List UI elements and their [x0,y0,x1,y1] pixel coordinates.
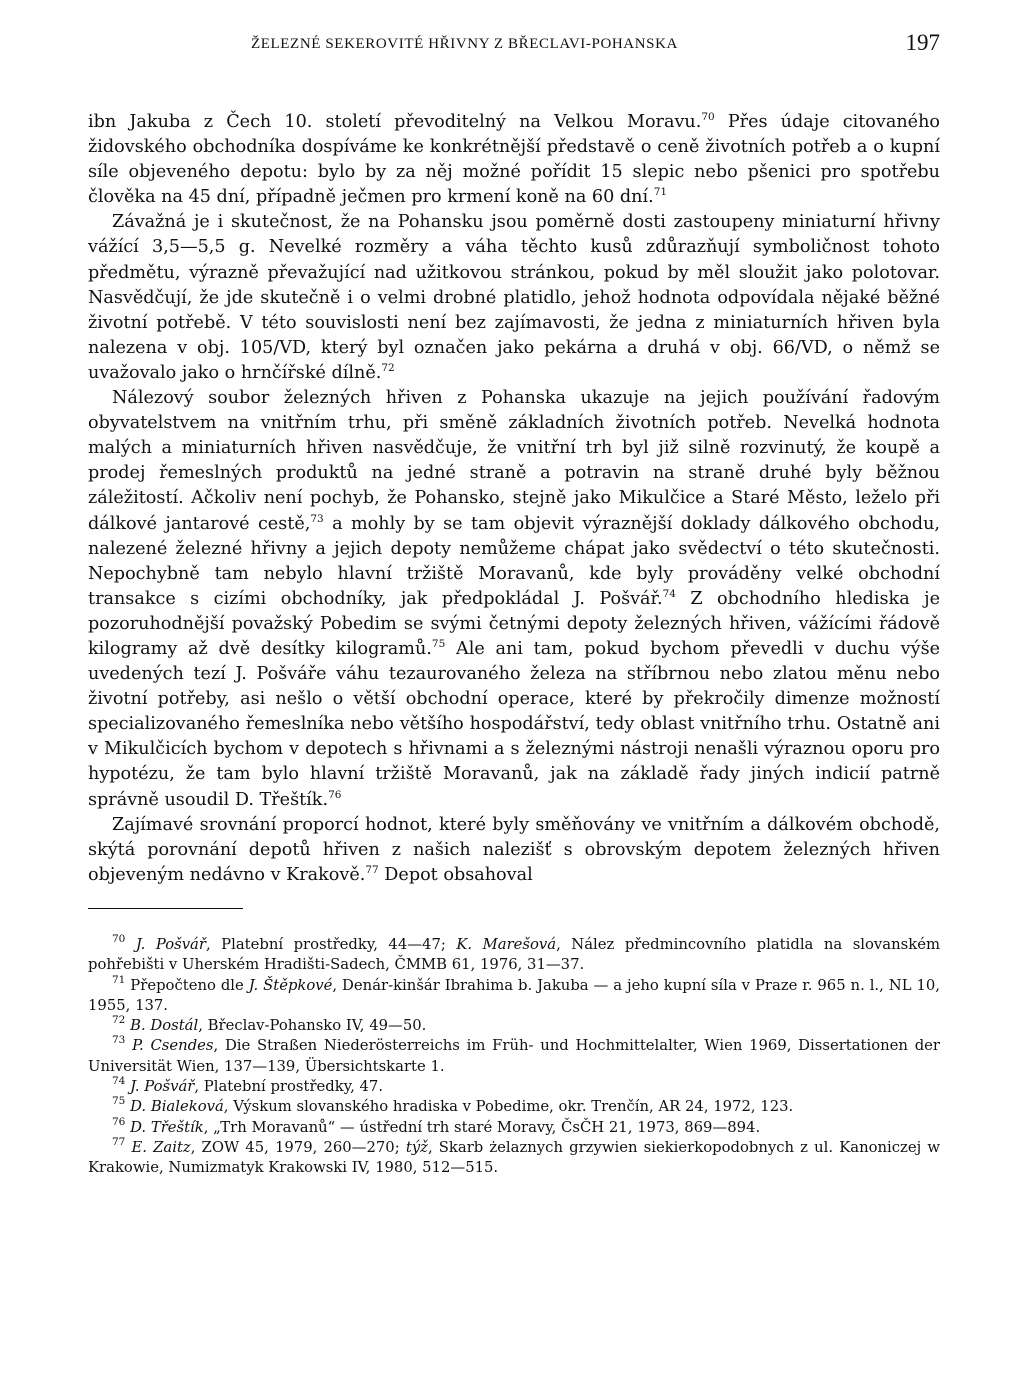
text-segment: Přes údaje citovaného židovského obchodníka dospíváme ke konkrétnější představě o ceně životních potřeb a o kupní síle objeveného depotu: bylo by za něj možné pořídit 15 slepic nebo pšenici pro spotřebu člověka na 45 dní, případně ječmen pro krmení koně na 60 dní. [88,112,940,208]
running-head: ŽELEZNÉ SEKEROVITÉ HŘIVNY Z BŘECLAVI-POHANSKA [251,36,678,52]
text-segment: Závažná je i skutečnost, že na Pohansku jsou poměrně dosti zastoupeny miniaturní hřivny vážící 3,5—5,5 g. Nevelké rozměry a váha těchto kusů zdůrazňují symboličnost tohoto předmětu, výrazně převažující nad užitkovou stránkou, pokud by měl sloužit jako polotovar. Nasvědčují, že jde skutečně i o velmi drobné platidlo, jehož hodnota odpovídala nějaké běžné životní potřebě. V této souvislosti není bez zajímavosti, že jedna z miniaturních hřiven byla nalezena v obj. 105/VD, který byl označen jako pekárna a druhá v obj. 66/VD, o němž se uvažovalo jako o hrnčířské dílně. [88,212,940,383]
footnote-ref: 76 [328,788,342,801]
footnote-ref: 77 [112,1135,126,1148]
paragraph [88,386,940,813]
footnote-ref: 70 [701,111,715,123]
footnote-ref: 72 [112,1014,126,1027]
footnote-ref: 71 [112,973,126,986]
text-segment: , Výskum slovanského hradiska v Pobedime, okr. Trenčín, AR 24, 1972, 123. [223,1098,794,1116]
paragraph [88,813,940,888]
footnote-ref: 75 [431,637,446,650]
text-segment: a mohly by se tam objevit výraznější doklady dálkového obchodu, nalezené železné hřivny a jejich depoty nemůžeme chápat jako svědectví o této skutečnosti. Nepochybně tam nebylo hlavní tržiště Moravanů, kde byly prováděny velké obchodní transakce s cizími obchodníky, jak předpokládal J. Pošvář. [88,513,940,609]
text-segment: Přepočteno dle [125,976,249,994]
footnote [88,1097,940,1117]
footnote [88,1115,940,1138]
text-segment: , Břeclav-Pohansko IV, 49—50. [198,1017,427,1035]
author-name: týž [405,1138,428,1156]
footnote-ref: 70 [112,932,126,945]
author-name: D. Bialeková [125,1098,224,1116]
text-segment: , Platební prostředky, 44—47; [205,935,457,953]
page-header [88,28,940,64]
footnote-separator [88,908,243,909]
author-name: K. Marešová [456,935,557,953]
text-segment: , Denár-kinšár Ibrahima b. Jakuba — a jeho kupní síla v Praze r. 965 n. l., NL 10, 1955, 137. [88,976,940,1014]
text-segment: , ZOW 45, 1979, 260—270; [190,1138,406,1156]
author-name: J. Pošvář [125,1077,195,1095]
text-segment: Zajímavé srovnání proporcí hodnot, které byly směňovány ve vnitřním a dálkovém obchodě, skýtá porovnání depotů hřiven z našich nalezišť s obrovským depotem železných hřiven objeveným nedávno v Krakově. [88,814,940,885]
paragraph [88,210,940,386]
text-segment: Ale ani tam, pokud bychom převedli v duchu výše uvedených tezí J. Pošváře váhu tezaurovaného železa na stříbrnou nebo zlatou měnu nebo životní potřeby, asi nešlo o větší obchodní operace, které by překročily dimenze možností specializovaného řemeslníka nebo většího hospodářství, tedy oblast vnitřního trhu. Ostatně ani v Mikulčicích bychom v depotech s hřivnami a s železnými nástroji nenašli výraznou oporu pro hypotézu, že tam bylo hlavní tržiště Moravanů, jak na základě řady jiných indicií patrně správně usoudil D. Třeštík. [88,638,941,810]
footnote-ref: 74 [662,587,676,600]
footnote [88,1074,940,1097]
footnote [88,932,940,976]
author-name: J. Pošvář [125,935,206,953]
footnote [88,973,940,1017]
body-text [88,110,940,888]
author-name: D. Třeštík [125,1118,204,1136]
page-number: 197 [905,30,940,55]
text-segment: , Die Straßen Niederösterreichs im Früh- und Hochmittelalter, Wien 1969, Dissertationen der Universität Wien, 137—139, Übersichtskarte 1. [88,1037,940,1075]
footnote-ref: 75 [112,1095,126,1108]
author-name: E. Zaitz [125,1138,191,1156]
text-segment: , „Trh Moravanů“ — ústřední trh staré Moravy, ČsČH 21, 1973, 869—894. [203,1118,761,1136]
footnote [88,1016,940,1036]
text-segment: , Skarb żelaznych grzywien siekierkopodobnych z ul. Kanoniczej w Krakowie, Numizmatyk Krakowski IV, 1980, 512—515. [88,1138,940,1177]
footnote-ref: 74 [112,1074,126,1087]
footnote [88,1135,940,1179]
text-segment: Z obchodního hlediska je pozoruhodnější považský Pobedim se svými četnými depoty železných hřiven, vážícími řádově kilogramy až dvě desítky kilogramů. [88,588,940,659]
footnote-ref: 73 [310,512,324,525]
footnote-ref: 76 [112,1115,126,1128]
text-segment: , Platební prostředky, 47. [194,1077,384,1095]
footnote [88,1036,940,1077]
author-name: B. Dostál [125,1017,199,1035]
footnote-ref: 73 [112,1034,126,1047]
footnote-ref: 71 [653,186,668,199]
text-segment: Depot obsahoval [378,864,533,885]
footnotes [88,932,940,1179]
paragraph [88,110,940,210]
author-name: J. Štěpkové [248,976,333,994]
text-segment: Nálezový soubor železných hřiven z Pohanska ukazuje na jejich používání řadovým obyvatelstvem na vnitřním trhu, při směně základních životních potřeb. Nevelká hodnota malých a miniaturních hřiven nasvědčuje, že vnitřní trh byl již silně rozvinutý, že koupě a prodej řemeslných produktů na jedné straně a potravin na straně druhé byly běžnou záležitostí. Ačkoliv není pochyb, že Pohansko, stejně jako Mikulčice a Staré Město, leželo při dálkové jantarové cestě, [88,388,940,534]
author-name: P. Csendes [125,1037,214,1055]
text-segment: ibn Jakuba z Čech 10. století převoditelný na Velkou Moravu. [88,112,702,132]
document-page [88,28,940,1178]
footnote-ref: 77 [365,863,379,876]
text-segment: , Nález předmincovního platidla na slovanském pohřebišti v Uherském Hradišti-Sadech, ČMMB 61, 1976, 31—37. [88,935,940,974]
footnote-ref: 72 [381,361,395,374]
